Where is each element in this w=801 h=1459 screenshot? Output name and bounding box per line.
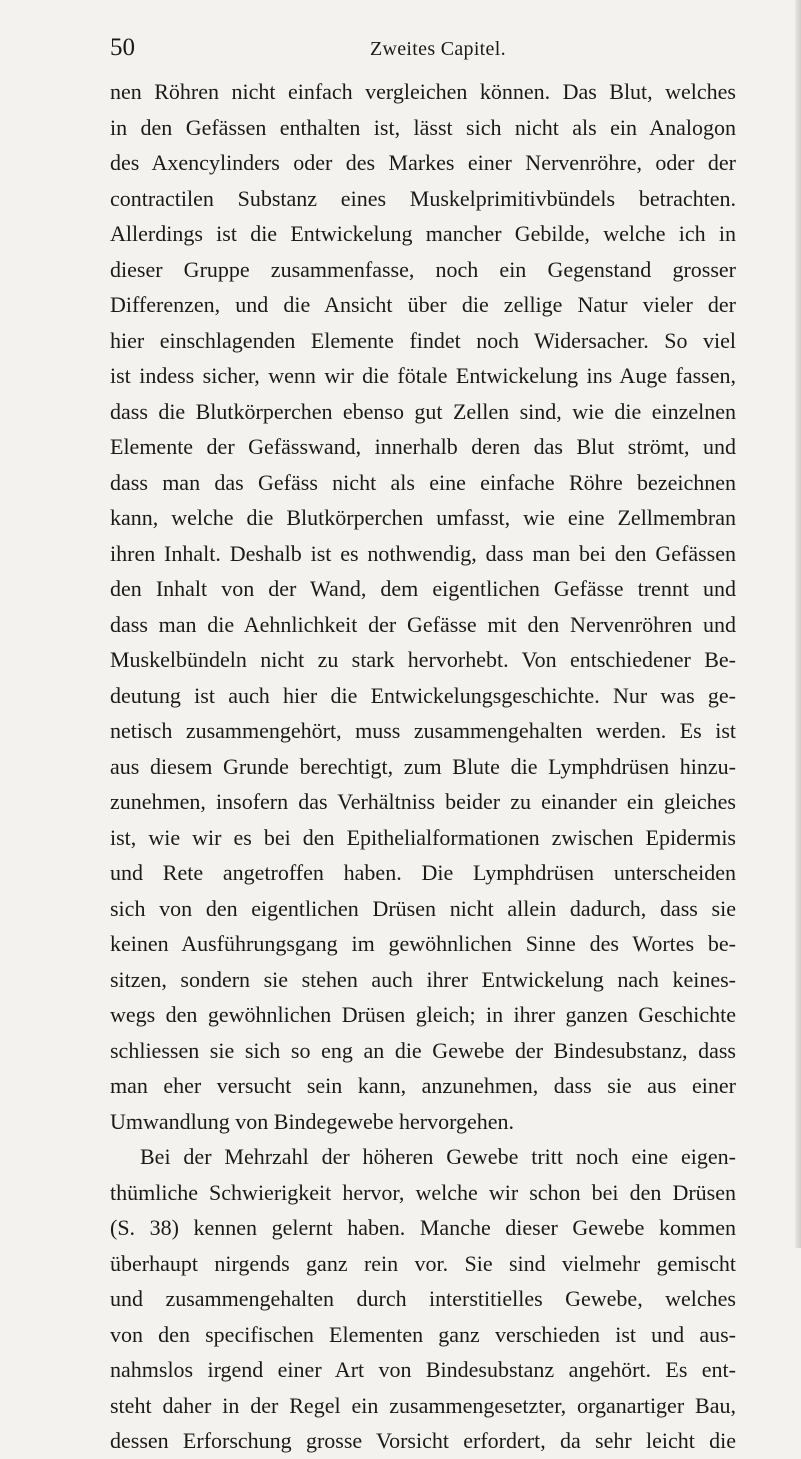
text-line: dass man das Gefäss nicht als eine einfache Röhre bezeichnen	[110, 469, 736, 495]
text-line: Allerdings ist die Entwickelung mancher Gebilde, welche ich in	[110, 221, 736, 246]
page-header	[110, 34, 741, 64]
text-line: des Axencylinders oder des Markes einer Nervenröhre, oder der	[110, 150, 736, 175]
text-line: ist, wie wir es bei den Epithelialformationen zwischen Epidermis	[110, 824, 736, 850]
page-edge	[795, 0, 801, 1248]
text-line: keinen Ausführungsgang im gewöhnlichen Sinne des Wortes be-	[110, 931, 736, 956]
text-line: Umwandlung von Bindegewebe hervorgehen.	[110, 1108, 515, 1134]
text-line: hier einschlagenden Elemente findet noch Widersacher. So viel	[110, 327, 736, 353]
page-number: 50	[110, 34, 135, 61]
text-line: überhaupt nirgends ganz rein vor. Sie sind vielmehr gemischt	[110, 1250, 736, 1276]
text-line: aus diesem Grunde berechtigt, zum Blute die Lymphdrüsen hinzu-	[110, 753, 736, 779]
text-line: netisch zusammengehört, muss zusammengehalten werden. Es ist	[110, 718, 736, 743]
text-line: ihren Inhalt. Deshalb ist es nothwendig, dass man bei den Gefässen	[110, 540, 736, 566]
text-line: und zusammengehalten durch interstitielles Gewebe, welches	[110, 1286, 736, 1311]
text-line: Differenzen, und die Ansicht über die zellige Natur vieler der	[110, 292, 736, 317]
text-line: Bei der Mehrzahl der höheren Gewebe tritt noch eine eigen-	[140, 1144, 736, 1169]
text-line: nahmslos irgend einer Art von Bindesubstanz angehört. Es ent-	[110, 1357, 736, 1382]
text-line: dieser Gruppe zusammenfasse, noch ein Gegenstand grosser	[110, 256, 736, 282]
text-line: contractilen Substanz eines Muskelprimitivbündels betrachten.	[110, 185, 736, 211]
text-line: dass die Blutkörperchen ebenso gut Zellen sind, wie die einzelnen	[110, 398, 736, 424]
text-line: ist indess sicher, wenn wir die fötale Entwickelung ins Auge fassen,	[110, 363, 736, 388]
text-line: dessen Erforschung grosse Vorsicht erfordert, da sehr leicht die	[110, 1428, 736, 1453]
text-line: den Inhalt von der Wand, dem eigentlichen Gefässe trennt und	[110, 576, 736, 601]
text-line: deutung ist auch hier die Entwickelungsgeschichte. Nur was ge-	[110, 682, 736, 708]
text-line: (S. 38) kennen gelernt haben. Manche dieser Gewebe kommen	[110, 1215, 736, 1240]
text-line: wegs den gewöhnlichen Drüsen gleich; in ihrer ganzen Geschichte	[110, 1002, 736, 1027]
text-line: von den specifischen Elementen ganz verschieden ist und aus-	[110, 1321, 736, 1347]
text-line: dass man die Aehnlichkeit der Gefässe mit den Nervenröhren und	[110, 611, 736, 637]
body-text	[110, 74, 736, 1459]
text-line: in den Gefässen enthalten ist, lässt sich nicht als ein Analogon	[110, 114, 736, 140]
text-line: man eher versucht sein kann, anzunehmen, dass sie aus einer	[110, 1073, 736, 1098]
text-line: zunehmen, insofern das Verhältniss beider zu einander ein gleiches	[110, 789, 736, 814]
text-line: kann, welche die Blutkörperchen umfasst, wie eine Zellmembran	[110, 505, 736, 530]
text-line: Elemente der Gefässwand, innerhalb deren das Blut strömt, und	[110, 434, 736, 459]
text-line: thümliche Schwierigkeit hervor, welche wir schon bei den Drüsen	[110, 1179, 736, 1205]
text-line: und Rete angetroffen haben. Die Lymphdrüsen unterscheiden	[110, 860, 736, 885]
text-line: Muskelbündeln nicht zu stark hervorhebt. Von entschiedener Be-	[110, 647, 736, 672]
running-head: Zweites Capitel.	[370, 38, 506, 60]
text-line: schliessen sie sich so eng an die Gewebe der Bindesubstanz, dass	[110, 1037, 736, 1063]
text-line: sich von den eigentlichen Drüsen nicht allein dadurch, dass sie	[110, 895, 736, 921]
text-line: nen Röhren nicht einfach vergleichen können. Das Blut, welches	[110, 79, 736, 104]
text-line: sitzen, sondern sie stehen auch ihrer Entwickelung nach keines-	[110, 966, 736, 992]
text-line: steht daher in der Regel ein zusammengesetzter, organartiger Bau,	[110, 1392, 736, 1418]
